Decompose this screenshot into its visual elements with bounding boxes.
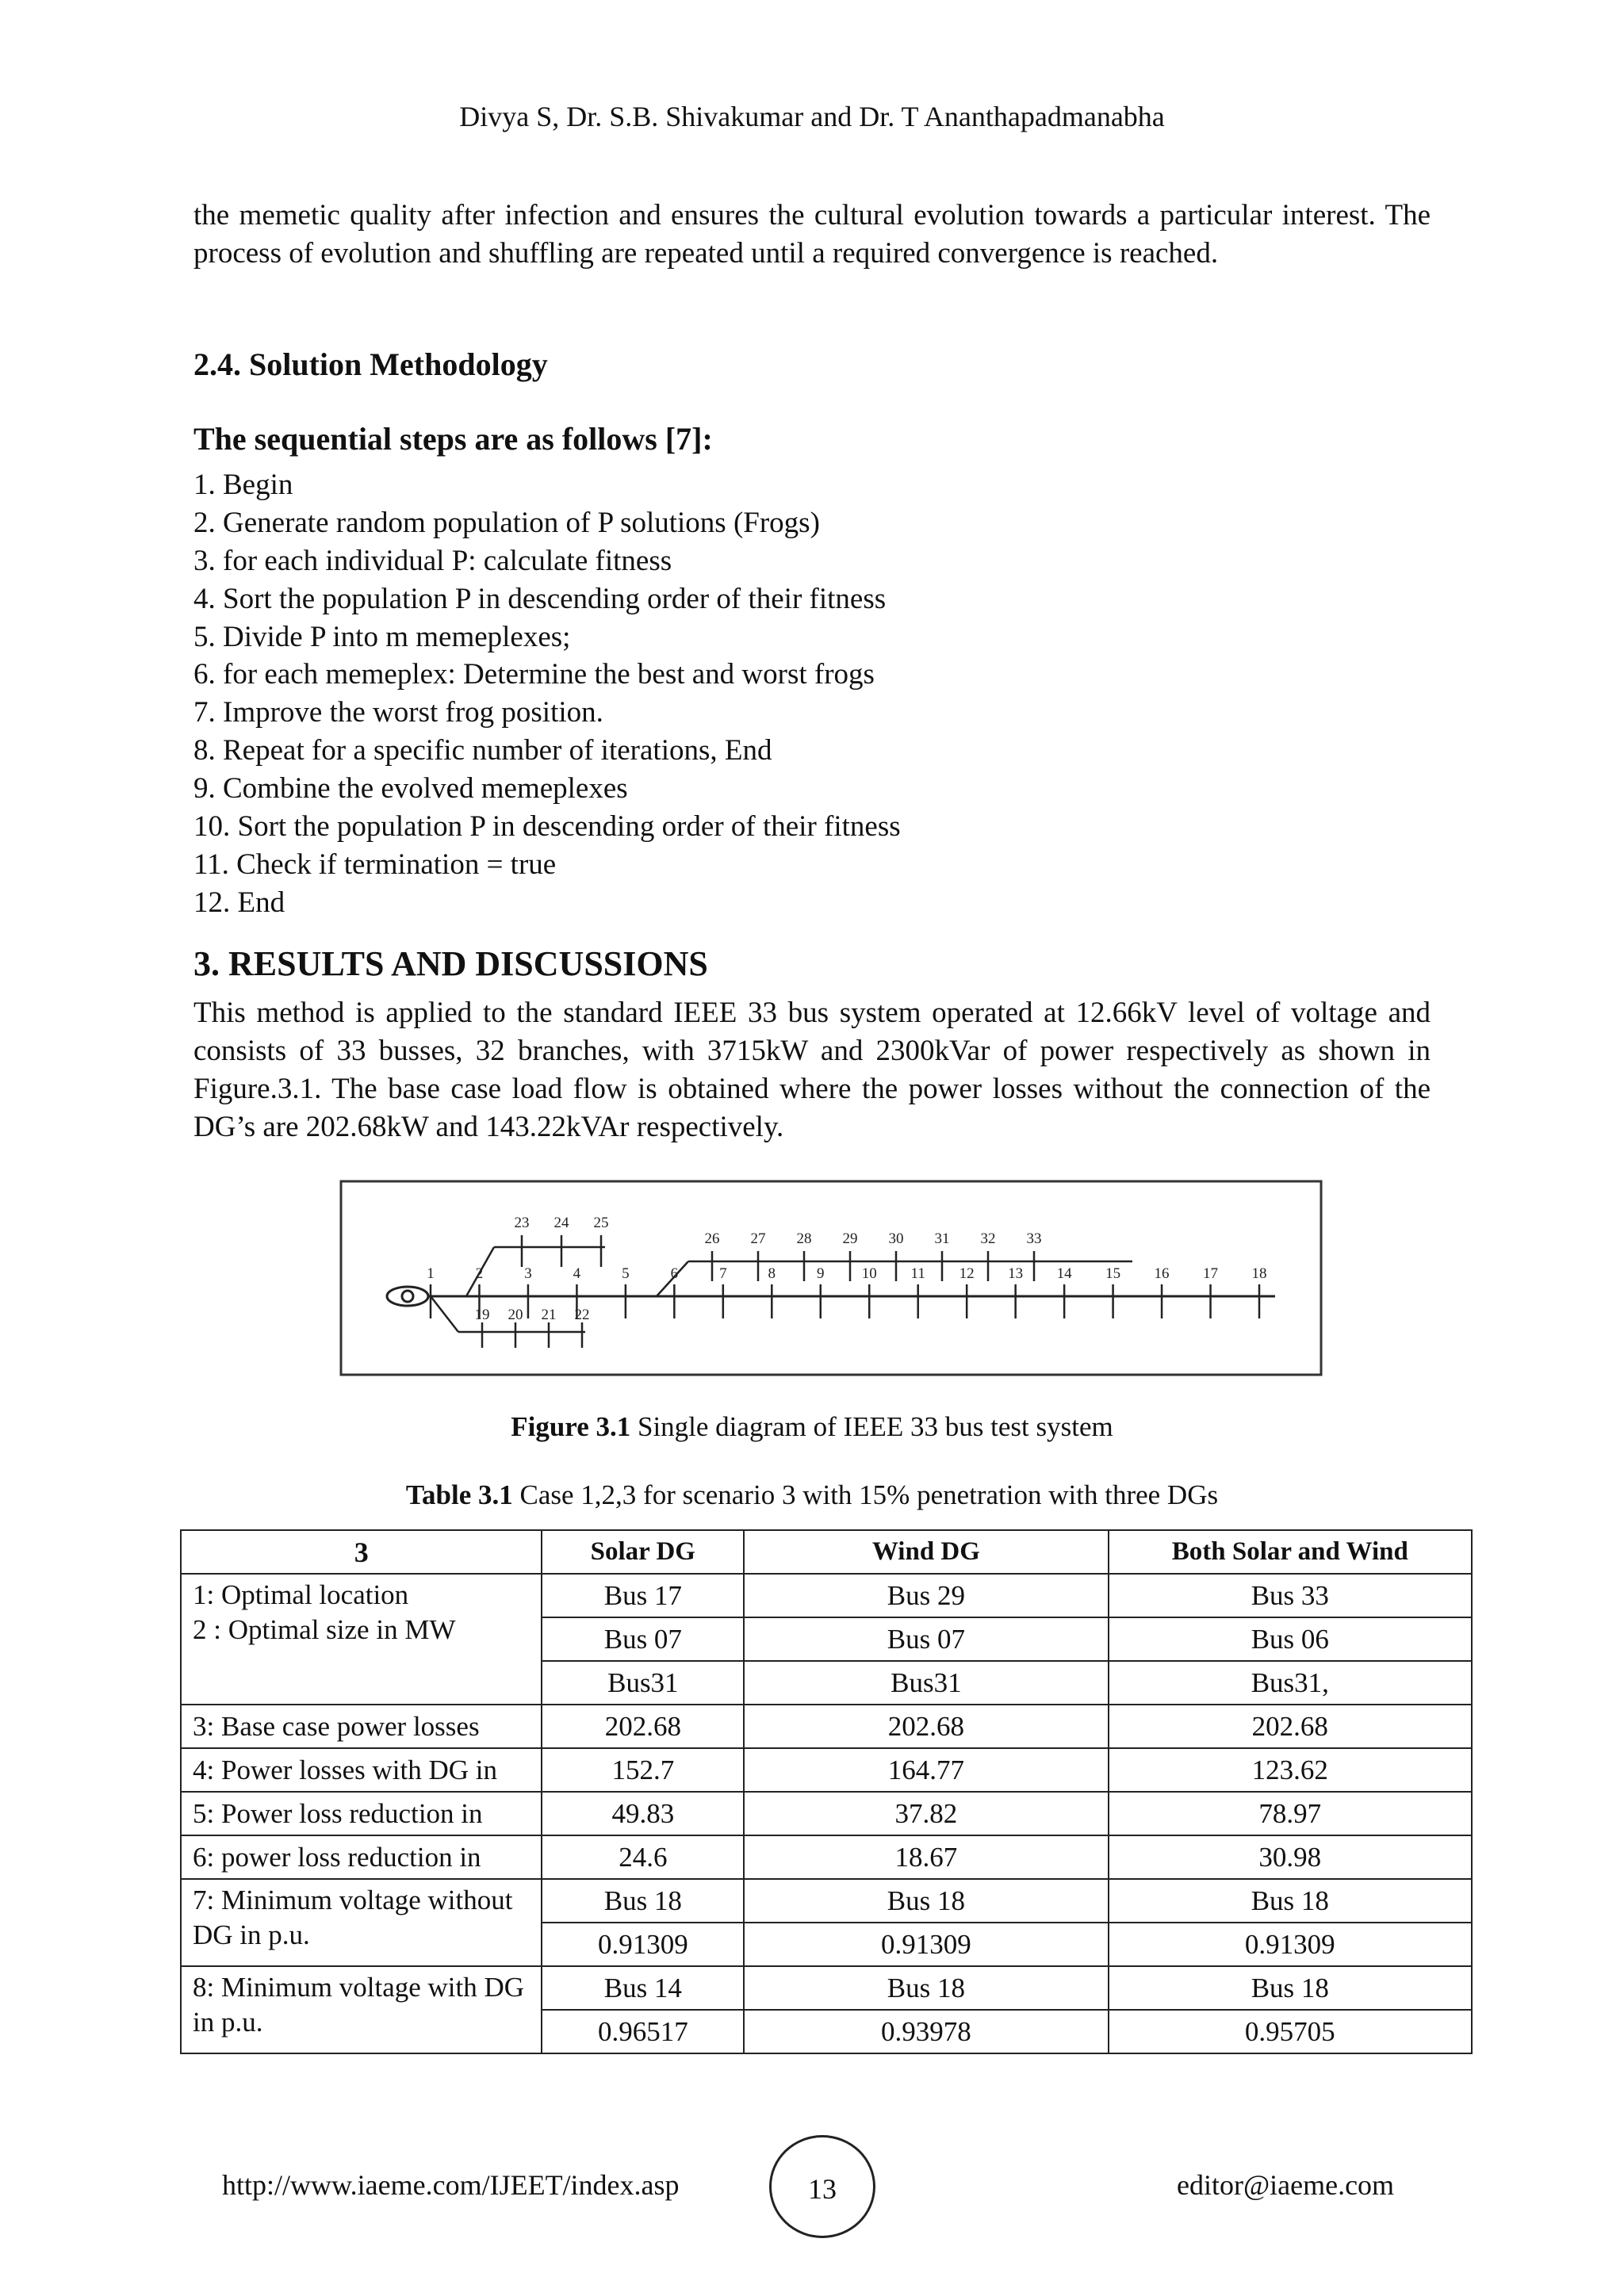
row-label: 3: Base case power losses xyxy=(181,1705,542,1748)
figure-caption-label: Figure 3.1 xyxy=(511,1411,631,1442)
table-cell: Bus 29 xyxy=(744,1574,1108,1617)
table-cell: 0.95705 xyxy=(1109,2010,1472,2053)
table-header-cell: 3 xyxy=(181,1530,542,1574)
row-label-location-size xyxy=(181,1574,542,1705)
table-cell: 202.68 xyxy=(542,1705,744,1748)
list-item: 6. for each memeplex: Determine the best and worst frogs xyxy=(193,658,875,691)
row-label: 5: Power loss reduction in xyxy=(181,1792,542,1835)
table-row xyxy=(181,1705,1472,1748)
table-cell: 0.96517 xyxy=(542,2010,744,2053)
list-item: 9. Combine the evolved memeplexes xyxy=(193,772,628,806)
running-header: Divya S, Dr. S.B. Shivakumar and Dr. T Ananthapadmanabha xyxy=(459,101,1165,132)
table-cell: 0.93978 xyxy=(744,2010,1108,2053)
table-header-cell: Both Solar and Wind xyxy=(1109,1530,1472,1574)
bus-15-label: 15 xyxy=(1105,1265,1121,1282)
bus-5-label: 5 xyxy=(622,1265,630,1282)
table-cell: 0.91309 xyxy=(542,1923,744,1966)
table-cell: Bus 18 xyxy=(744,1879,1108,1923)
figure-caption-text: Single diagram of IEEE 33 bus test system xyxy=(630,1411,1113,1442)
bus-17-label: 17 xyxy=(1203,1265,1219,1282)
bus-2-label: 2 xyxy=(475,1265,484,1282)
bus-6-label: 6 xyxy=(670,1265,679,1282)
bus-9-label: 9 xyxy=(817,1265,825,1282)
bus-26-label: 26 xyxy=(704,1230,720,1247)
list-item: 12. End xyxy=(193,886,285,919)
table-cell: Bus 33 xyxy=(1109,1574,1472,1617)
steps-subheading: The sequential steps are as follows [7]: xyxy=(193,421,713,457)
row-label: 6: power loss reduction in xyxy=(181,1835,542,1879)
list-item: 10. Sort the population P in descending order of their fitness xyxy=(193,810,901,844)
row-label: 8: Minimum voltage with DG in p.u. xyxy=(181,1966,542,2053)
list-item: 8. Repeat for a specific number of iterations, End xyxy=(193,734,772,767)
list-item: 11. Check if termination = true xyxy=(193,848,557,881)
table-cell: Bus 17 xyxy=(542,1574,744,1617)
table-cell: Bus 18 xyxy=(744,1966,1108,2010)
table-cell: 78.97 xyxy=(1109,1792,1472,1835)
bus-33-label: 33 xyxy=(1026,1230,1042,1247)
table-header-cell: Wind DG xyxy=(744,1530,1108,1574)
list-item: 1. Begin xyxy=(193,469,293,501)
bus-22-label: 22 xyxy=(574,1307,590,1323)
bus-10-label: 10 xyxy=(861,1265,877,1282)
bus-28-label: 28 xyxy=(796,1230,812,1247)
table-cell: 123.62 xyxy=(1109,1748,1472,1792)
steps-list xyxy=(193,466,901,922)
table-cell: 0.91309 xyxy=(1109,1923,1472,1966)
list-item: 4. Sort the population P in descending order of their fitness xyxy=(193,582,887,615)
table-cell: 37.82 xyxy=(744,1792,1108,1835)
list-item: 3. for each individual P: calculate fitness xyxy=(193,544,672,577)
list-item: 2. Generate random population of P solutions (Frogs) xyxy=(193,506,820,539)
diagram-frame xyxy=(341,1181,1321,1375)
bus-13-label: 13 xyxy=(1008,1265,1024,1282)
table-cell: 0.91309 xyxy=(744,1923,1108,1966)
bus-19-label: 19 xyxy=(474,1307,490,1323)
table-cell: Bus 18 xyxy=(1109,1879,1472,1923)
bus-12-label: 12 xyxy=(959,1265,975,1282)
bus-1-label: 1 xyxy=(427,1265,435,1282)
table-cell: Bus 07 xyxy=(744,1617,1108,1661)
results-table xyxy=(180,1529,1473,2054)
list-item: 5. Divide P into m memeplexes; xyxy=(193,620,571,653)
table-cell: 164.77 xyxy=(744,1748,1108,1792)
table-row xyxy=(181,1966,1472,2010)
intro-paragraph: the memetic quality after infection and ensures the cultural evolution towards a particular interest. The process of evolution and shuffling are repeated until a required convergence is reached. xyxy=(193,199,1431,270)
table-caption-text: Case 1,2,3 for scenario 3 with 15% penetration with three DGs xyxy=(512,1479,1219,1510)
footer-email-link[interactable]: editor@iaeme.com xyxy=(1177,2169,1395,2201)
table-cell: 152.7 xyxy=(542,1748,744,1792)
table-caption xyxy=(0,1479,1624,1511)
bus-8-label: 8 xyxy=(768,1265,776,1282)
table-cell: Bus 14 xyxy=(542,1966,744,2010)
table-cell: Bus31, xyxy=(1109,1661,1472,1705)
table-row xyxy=(181,1748,1472,1792)
table-row xyxy=(181,1835,1472,1879)
table-cell: Bus 06 xyxy=(1109,1617,1472,1661)
table-row xyxy=(181,1879,1472,1923)
table-cell: Bus31 xyxy=(542,1661,744,1705)
bus-18-label: 18 xyxy=(1251,1265,1267,1282)
bus-20-label: 20 xyxy=(508,1307,523,1323)
bus-30-label: 30 xyxy=(888,1230,904,1247)
table-cell: 202.68 xyxy=(744,1705,1108,1748)
section-heading-3: 3. RESULTS AND DISCUSSIONS xyxy=(193,944,708,983)
bus-7-label: 7 xyxy=(719,1265,727,1282)
bus-21-label: 21 xyxy=(541,1307,557,1323)
bus-29-label: 29 xyxy=(842,1230,858,1247)
bus-24-label: 24 xyxy=(553,1215,569,1231)
table-cell: 24.6 xyxy=(542,1835,744,1879)
bus-16-label: 16 xyxy=(1154,1265,1170,1282)
row-label: 7: Minimum voltage without DG in p.u. xyxy=(181,1879,542,1966)
table-row xyxy=(181,1792,1472,1835)
bus-14-label: 14 xyxy=(1056,1265,1072,1282)
row-label-line: 2 : Optimal size in MW xyxy=(193,1614,456,1645)
bus-31-label: 31 xyxy=(934,1230,950,1247)
section-heading-2-4: 2.4. Solution Methodology xyxy=(193,346,548,382)
bus-32-label: 32 xyxy=(980,1230,996,1247)
results-paragraph: This method is applied to the standard IEEE 33 bus system operated at 12.66kV level of voltage and consists of 33 busses, 32 branches, with 3715kW and 2300kVar of power respectively as shown in Figure.3.1. The base case load flow is obtained where the power losses without the connection of the DG’s are 202.68kW and 143.22kVAr respectively. xyxy=(193,997,1431,1143)
bus-23-label: 23 xyxy=(514,1215,530,1231)
table-cell: 202.68 xyxy=(1109,1705,1472,1748)
bus-11-label: 11 xyxy=(910,1265,925,1282)
table-cell: 49.83 xyxy=(542,1792,744,1835)
row-label: 4: Power losses with DG in xyxy=(181,1748,542,1792)
figure-caption xyxy=(0,1411,1624,1443)
table-row xyxy=(181,1574,1472,1617)
table-header-cell: Solar DG xyxy=(542,1530,744,1574)
list-item: 7. Improve the worst frog position. xyxy=(193,696,603,729)
table-caption-label: Table 3.1 xyxy=(405,1479,513,1510)
table-cell: Bus 18 xyxy=(1109,1966,1472,2010)
table-cell: Bus31 xyxy=(744,1661,1108,1705)
bus-27-label: 27 xyxy=(750,1230,766,1247)
row-label-line: 1: Optimal location xyxy=(193,1579,409,1610)
table-cell: Bus 18 xyxy=(542,1879,744,1923)
bus-4-label: 4 xyxy=(573,1265,581,1282)
bus-3-label: 3 xyxy=(524,1265,532,1282)
table-cell: Bus 07 xyxy=(542,1617,744,1661)
table-cell: 18.67 xyxy=(744,1835,1108,1879)
ieee-33-bus-diagram xyxy=(339,1180,1323,1376)
table-cell: 30.98 xyxy=(1109,1835,1472,1879)
bus-25-label: 25 xyxy=(593,1215,609,1231)
footer-url-link[interactable]: http://www.iaeme.com/IJEET/index.asp xyxy=(222,2169,680,2201)
table-header-row xyxy=(181,1530,1472,1574)
page-number: 13 xyxy=(769,2135,875,2238)
